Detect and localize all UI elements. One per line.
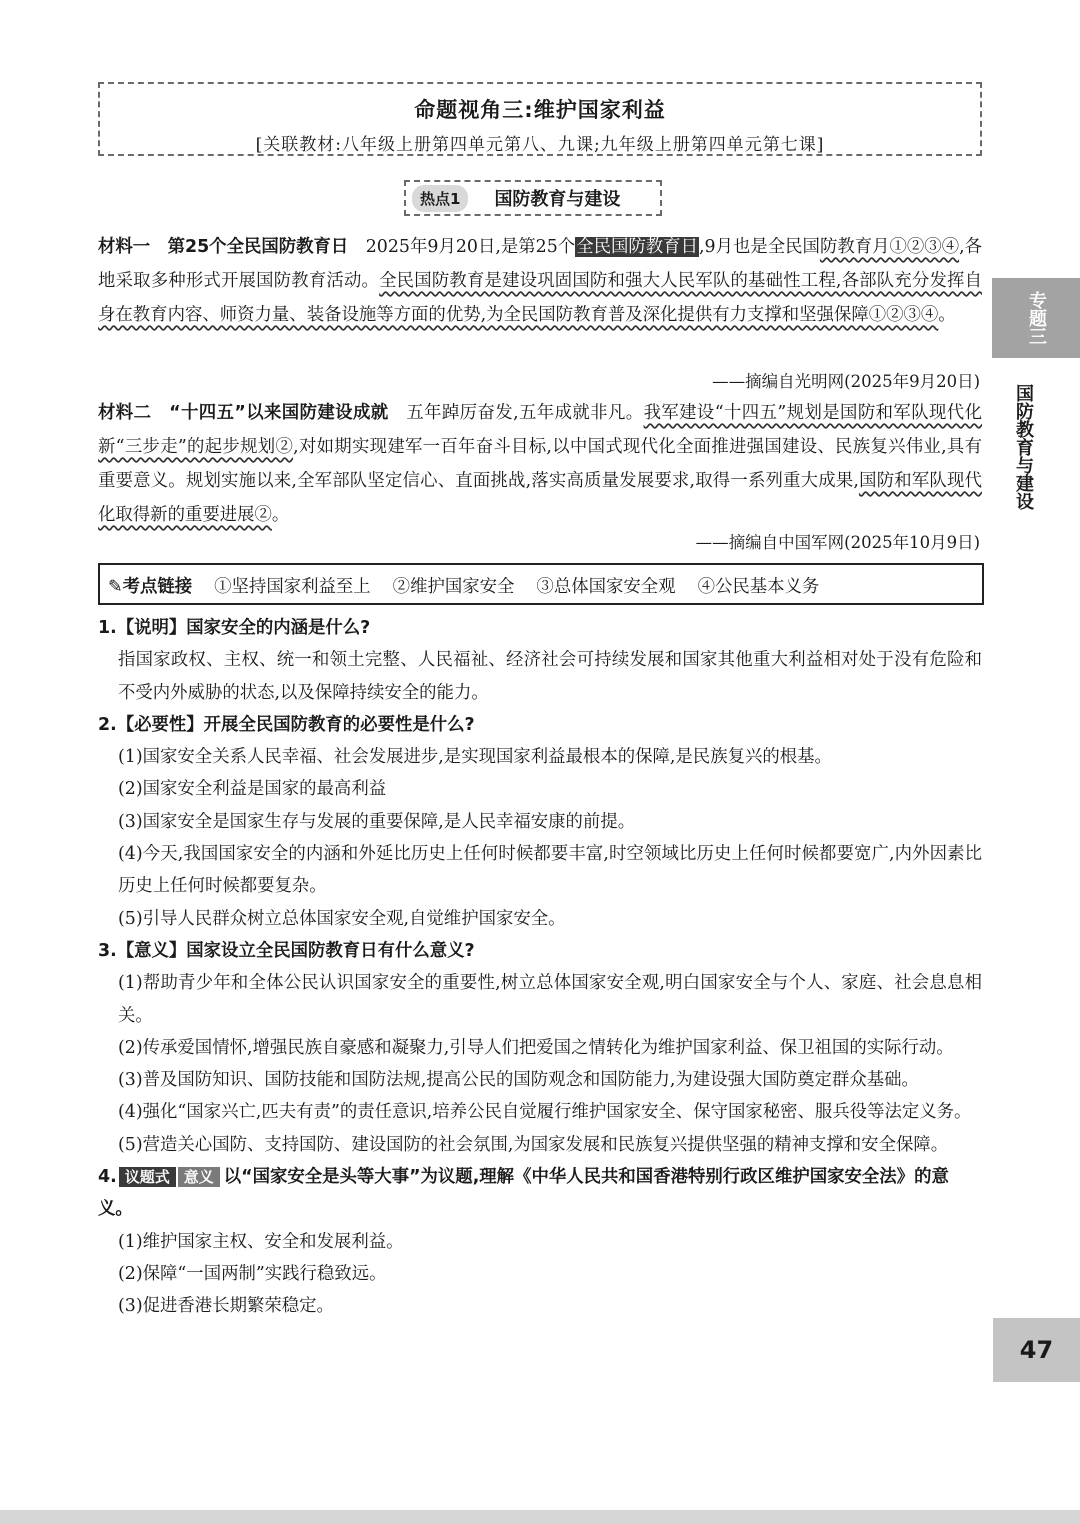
hotspot-tag: 热点1 — [412, 185, 468, 212]
material-two-text: 。 — [271, 505, 290, 525]
material-two-text: ,对如期实现建军一百年奋斗目标,以中国式现代化全面推进强国建设、民族复兴伟业,具有重要意义。规划实施以来,全军部队坚定信心、直面挑战,落实高质量发展要求,取得一系列重大成果, — [98, 437, 982, 491]
material-two-heading: 材料二 “十四五”以来国防建设成就 — [98, 403, 389, 423]
material-two-underlined: 我军建设“十四五”规划是国防和军队现代化新“三步走”的起步规划② — [98, 403, 982, 457]
answer: (5)引导人民群众树立总体国家安全观,自觉维护国家安全。 — [118, 908, 566, 929]
material-one — [98, 230, 982, 332]
key-points-title: ✎考点链接 — [108, 576, 193, 597]
material-one-heading: 材料一 第25个全民国防教育日 — [98, 237, 349, 257]
bottom-divider — [0, 1510, 1080, 1524]
answer: (2)国家安全利益是国家的最高利益 — [118, 779, 387, 800]
page-number: 47 — [993, 1318, 1080, 1382]
answer: (2)传承爱国情怀,增强民族自豪感和凝聚力,引导人们把爱国之情转化为维护国家利益、保卫祖国的实际行动。 — [118, 1037, 954, 1058]
material-one-text: ,9月也是全民国 — [698, 237, 820, 257]
answer: (3)促进香港长期繁荣稳定。 — [118, 1296, 334, 1317]
sidebar-section-tab: 专题三 — [992, 278, 1080, 358]
question-2: 2.【必要性】开展全民国防教育的必要性是什么? — [98, 714, 475, 735]
material-one-text: ,各地采取多种形式开展国防教育活动。 — [98, 237, 983, 291]
topic-type-tag: 议题式 — [119, 1167, 176, 1187]
answer: (5)营造关心国防、支持国防、建设国防的社会氛围,为国家发展和民族复兴提供坚强的精神支撑和安全保障。 — [118, 1134, 949, 1155]
hotspot-heading — [404, 180, 662, 216]
question-4-number: 4. — [98, 1167, 117, 1188]
question-4 — [98, 1161, 982, 1226]
related-textbook: [关联教材:八年级上册第四单元第八、九课;九年级上册第四单元第七课] — [255, 135, 825, 155]
answer: (1)国家安全关系人民幸福、社会发展进步,是实现国家利益最根本的保障,是民族复兴的根基。 — [118, 747, 832, 768]
answer: (3)普及国防知识、国防技能和国防法规,提高公民的国防观念和国防能力,为建设强大国防奠定群众基础。 — [118, 1070, 919, 1091]
answer: (1)维护国家主权、安全和发展利益。 — [118, 1231, 404, 1252]
material-two — [98, 396, 982, 532]
question-4-text: 以“国家安全是头等大事”为议题,理解《中华人民共和国香港特别行政区维护国家安全法》的意义。 — [98, 1167, 949, 1220]
key-point-item: ③总体国家安全观 — [536, 576, 676, 597]
material-one-text: 2025年9月20日,是第25个 — [348, 237, 576, 257]
material-two-underlined: 国防和军队现代化取得新的重要进展② — [98, 471, 982, 525]
key-points-links — [98, 563, 984, 605]
material-two-text: 五年踔厉奋发,五年成就非凡。 — [388, 403, 644, 423]
question-list — [98, 612, 982, 1323]
sidebar-topic: 国防教育与建设 — [1013, 384, 1034, 510]
material-two-source: ——摘编自中国军网(2025年10月9日) — [695, 533, 980, 552]
answer: (3)国家安全是国家生存与发展的重要保障,是人民幸福安康的前提。 — [118, 811, 636, 832]
section-title-box — [98, 82, 982, 156]
material-one-underlined: 全民国防教育是建设巩固国防和强大人民军队的基础性工程,各部队充分发挥自身在教育内容、师资力量、装备设施等方面的优势,为全民国防教育普及深化提供有力支撑和坚强保障①②③④ — [98, 271, 982, 325]
answer: 指国家政权、主权、统一和领土完整、人民福祉、经济社会可持续发展和国家其他重大利益相对处于没有危险和不受内外威胁的状态,以及保障持续安全的能力。 — [118, 650, 982, 703]
key-point-item: ④公民基本义务 — [697, 576, 820, 597]
question-1: 1.【说明】国家安全的内涵是什么? — [98, 618, 371, 638]
material-one-source: ——摘编自光明网(2025年9月20日) — [712, 372, 980, 391]
highlight-defense-day: 全民国防教育日 — [576, 237, 698, 257]
answer: (1)帮助青少年和全体公民认识国家安全的重要性,树立总体国家安全观,明白国家安全与个人、家庭、社会息息相关。 — [118, 973, 982, 1026]
material-one-underlined: 防教育月①②③④ — [819, 237, 960, 257]
significance-tag: 意义 — [178, 1167, 220, 1187]
key-point-item: ①坚持国家利益至上 — [214, 576, 371, 597]
section-title: 命题视角三:维护国家利益 — [414, 98, 666, 122]
answer: (4)强化“国家兴亡,匹夫有责”的责任意识,培养公民自觉履行维护国家安全、保守国家秘密、服兵役等法定义务。 — [118, 1102, 972, 1123]
material-one-text: 。 — [938, 305, 956, 325]
question-3: 3.【意义】国家设立全民国防教育日有什么意义? — [98, 940, 475, 961]
answer: (4)今天,我国国家安全的内涵和外延比历史上任何时候都要丰富,时空领域比历史上任何时候都要宽广,内外因素比历史上任何时候都要复杂。 — [118, 844, 982, 897]
key-point-item: ②维护国家安全 — [392, 576, 515, 597]
answer: (2)保障“一国两制”实践行稳致远。 — [118, 1263, 387, 1284]
hotspot-label: 国防教育与建设 — [494, 189, 621, 210]
